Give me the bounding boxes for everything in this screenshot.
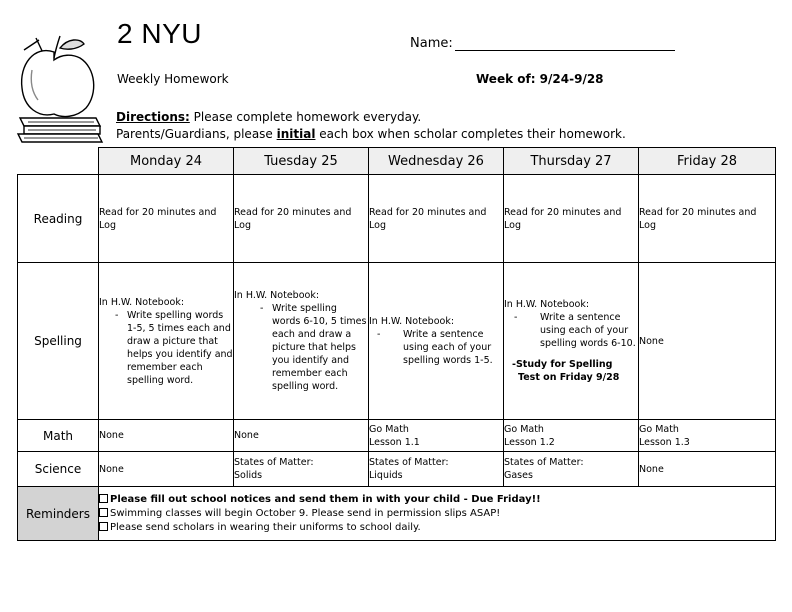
week-of-label: Week of: 9/24-9/28 — [476, 72, 604, 86]
initial-word: initial — [276, 127, 316, 141]
spelling-thu-list — [504, 311, 638, 350]
science-friday[interactable]: None — [639, 452, 776, 487]
row-label-math: Math — [18, 420, 99, 452]
reminder-text: Swimming classes will begin October 9. Please send in permission slips ASAP! — [110, 507, 501, 519]
class-title: 2 NYU — [117, 18, 202, 49]
math-wed-line-1: Go Math — [369, 423, 409, 435]
spelling-test-line-1: -Study for Spelling — [512, 359, 613, 370]
directions-label: Directions: — [116, 110, 190, 124]
spelling-mon-list — [99, 309, 233, 387]
spelling-thu-item: - Write a sentence using each of your spelling words 6-10. — [514, 311, 638, 350]
spelling-wed-item: - Write a sentence using each of your spelling words 1-5. — [377, 328, 503, 367]
reading-wednesday[interactable]: Read for 20 minutes and Log — [369, 175, 504, 263]
spelling-wed-list — [369, 328, 503, 367]
science-wednesday[interactable] — [369, 452, 504, 487]
math-fri-line-1: Go Math — [639, 423, 679, 435]
spelling-tuesday[interactable] — [234, 263, 369, 420]
parents-line — [116, 127, 626, 141]
name-field-line[interactable] — [455, 50, 675, 51]
science-thu-line-2: Gases — [504, 470, 533, 481]
parents-text-start: Parents/Guardians, please — [116, 127, 277, 141]
directions-line — [116, 110, 421, 124]
science-wed-line-1: States of Matter: — [369, 457, 449, 468]
spelling-tue-intro: In H.W. Notebook: — [234, 290, 320, 301]
science-row — [18, 452, 776, 487]
apple-books-clipart — [14, 30, 109, 145]
reminder-item — [99, 493, 775, 507]
header-row — [18, 148, 776, 175]
reminders-cell — [99, 487, 776, 541]
spelling-wednesday[interactable] — [369, 263, 504, 420]
checkbox-icon — [99, 508, 108, 517]
row-label-science: Science — [18, 452, 99, 487]
science-thu-line-1: States of Matter: — [504, 457, 584, 468]
day-header-monday: Monday 24 — [99, 148, 234, 175]
reading-monday[interactable]: Read for 20 minutes and Log — [99, 175, 234, 263]
math-tuesday[interactable]: None — [234, 420, 369, 452]
spelling-thursday[interactable] — [504, 263, 639, 420]
row-label-reading: Reading — [18, 175, 99, 263]
science-tue-line-1: States of Matter: — [234, 457, 314, 468]
row-label-reminders: Reminders — [18, 487, 99, 541]
spelling-wed-intro: In H.W. Notebook: — [369, 316, 455, 327]
math-wednesday[interactable] — [369, 420, 504, 452]
reading-row — [18, 175, 776, 263]
math-thu-line-1: Go Math — [504, 423, 544, 435]
science-monday[interactable]: None — [99, 452, 234, 487]
weekly-homework-label: Weekly Homework — [117, 72, 229, 86]
math-row — [18, 420, 776, 452]
checkbox-icon — [99, 494, 108, 503]
day-header-thursday: Thursday 27 — [504, 148, 639, 175]
parents-text-end: each box when scholar completes their homework. — [315, 127, 626, 141]
reading-friday[interactable]: Read for 20 minutes and Log — [639, 175, 776, 263]
math-fri-line-2: Lesson 1.3 — [639, 436, 690, 448]
math-wed-line-2: Lesson 1.1 — [369, 436, 420, 448]
spelling-test-line-2: Test on Friday 9/28 — [518, 372, 620, 383]
reading-tuesday[interactable]: Read for 20 minutes and Log — [234, 175, 369, 263]
spelling-monday[interactable] — [99, 263, 234, 420]
day-header-tuesday: Tuesday 25 — [234, 148, 369, 175]
math-friday[interactable] — [639, 420, 776, 452]
spelling-tue-list — [234, 302, 368, 393]
reading-thursday[interactable]: Read for 20 minutes and Log — [504, 175, 639, 263]
spelling-mon-intro: In H.W. Notebook: — [99, 296, 185, 308]
reminders-row — [18, 487, 776, 541]
science-tue-line-2: Solids — [234, 470, 263, 481]
directions-text: Please complete homework everyday. — [189, 110, 422, 124]
spelling-test-note — [504, 358, 638, 384]
science-wed-line-2: Liquids — [369, 470, 403, 481]
spelling-mon-item: - Write spelling words 1-5, 5 times each and draw a picture that helps you identify and remember each spelling word. — [115, 309, 233, 387]
math-monday[interactable]: None — [99, 420, 234, 452]
row-label-spelling: Spelling — [18, 263, 99, 420]
reminder-item — [99, 521, 775, 535]
science-tuesday[interactable] — [234, 452, 369, 487]
reminder-text: Please send scholars in wearing their uniforms to school daily. — [110, 521, 421, 533]
math-thursday[interactable] — [504, 420, 639, 452]
day-header-wednesday: Wednesday 26 — [369, 148, 504, 175]
corner-cell — [18, 148, 99, 175]
spelling-thu-intro: In H.W. Notebook: — [504, 299, 590, 310]
science-thursday[interactable] — [504, 452, 639, 487]
homework-table — [17, 147, 776, 541]
reminder-text: Please fill out school notices and send them in with your child - Due Friday!! — [110, 493, 541, 505]
checkbox-icon — [99, 522, 108, 531]
spelling-friday[interactable]: None — [639, 263, 776, 420]
spelling-tue-item: - Write spelling words 6-10, 5 times each and draw a picture that helps you identify and remember each spelling word. — [260, 302, 368, 393]
math-thu-line-2: Lesson 1.2 — [504, 436, 555, 448]
reminder-item — [99, 507, 775, 521]
spelling-row — [18, 263, 776, 420]
name-label: Name: — [410, 36, 453, 51]
day-header-friday: Friday 28 — [639, 148, 776, 175]
